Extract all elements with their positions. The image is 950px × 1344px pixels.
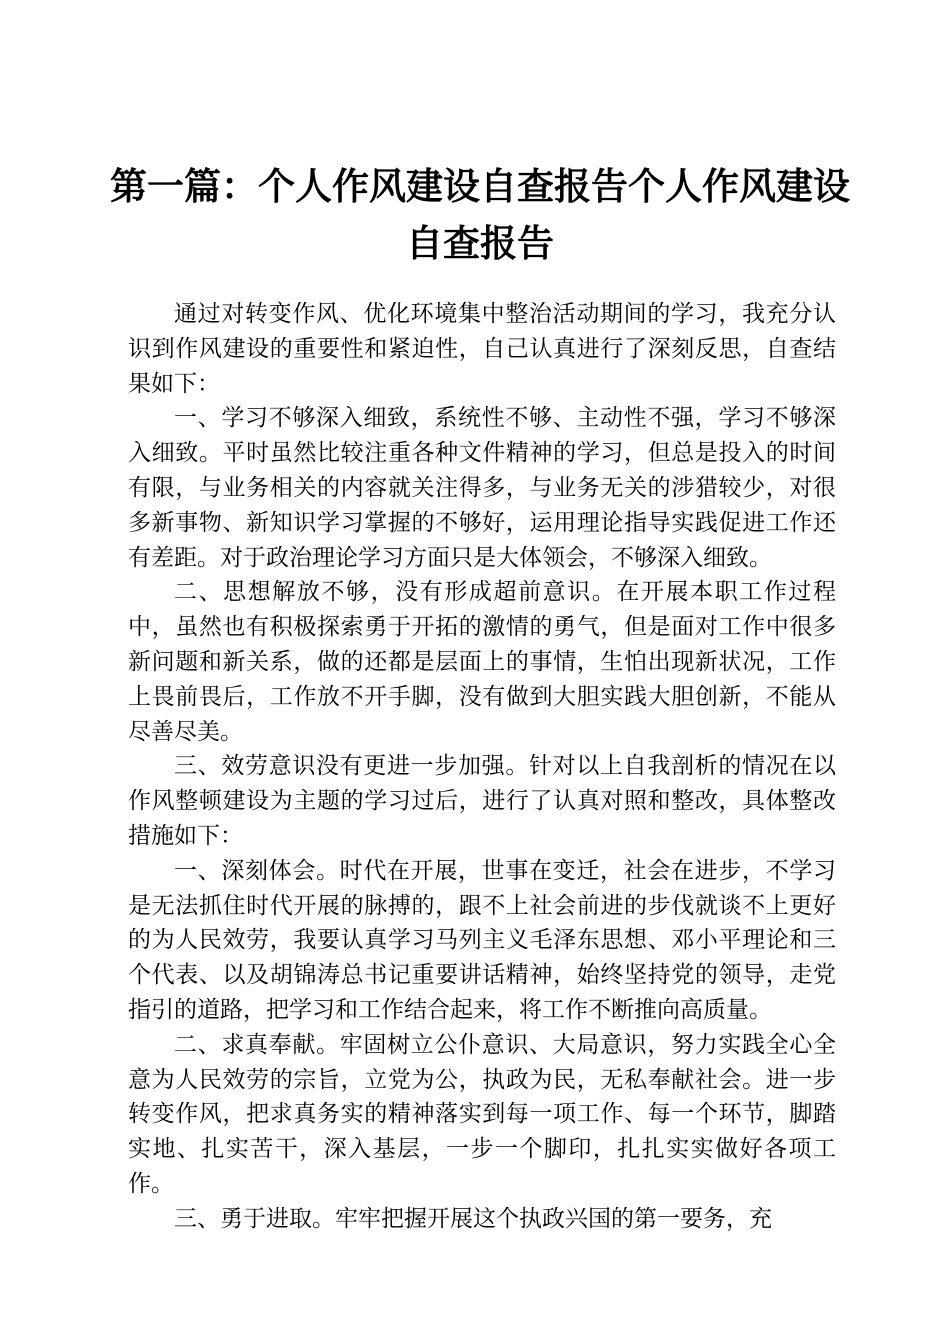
document-title: 第一篇：个人作风建设自查报告个人作风建设自查报告	[110, 164, 850, 265]
paragraph-intro: 通过对转变作风、优化环境集中整治活动期间的学习，我充分认识到作风建设的重要性和紧迫性，自己认真进行了深刻反思，自查结果如下：	[128, 301, 836, 397]
document-body	[128, 297, 836, 1237]
paragraph-measure-3: 三、勇于进取。牢牢把握开展这个执政兴国的第一要务，充	[174, 1205, 772, 1232]
paragraph-measure-1: 一、深刻体会。时代在开展，世事在变迁，社会在进步，不学习是无法抓住时代开展的脉搏的，跟不上社会前进的步伐就谈不上更好的为人民效劳，我要认真学习马列主义毛泽东思想、邓小平理论和三个代表、以及胡锦涛总书记重要讲话精神，始终坚持党的领导，走党指引的道路，把学习和工作结合起来，将工作不断推向高质量。	[128, 857, 836, 1023]
paragraph-issue-1: 一、学习不够深入细致，系统性不够、主动性不强，学习不够深入细致。平时虽然比较注重各种文件精神的学习，但总是投入的时间有限，与业务相关的内容就关注得多，与业务无关的涉猎较少，对很多新事物、新知识学习掌握的不够好，运用理论指导实践促进工作还有差距。对于政治理论学习方面只是大体领会，不够深入细致。	[128, 405, 836, 571]
paragraph-issue-2: 二、思想解放不够，没有形成超前意识。在开展本职工作过程中，虽然也有积极探索勇于开拓的激情的勇气，但是面对工作中很多新问题和新关系，做的还都是层面上的事情，生怕出现新状况，工作上畏前畏后，工作放不开手脚，没有做到大胆实践大胆创新，不能从尽善尽美。	[128, 579, 836, 745]
paragraph-issue-3: 三、效劳意识没有更进一步加强。针对以上自我剖析的情况在以作风整顿建设为主题的学习过后，进行了认真对照和整改，具体整改措施如下：	[128, 753, 836, 849]
paragraph-measure-2: 二、求真奉献。牢固树立公仆意识、大局意识，努力实践全心全意为人民效劳的宗旨，立党为公，执政为民，无私奉献社会。进一步转变作风，把求真务实的精神落实到每一项工作、每一个环节，脚踏实地、扎实苦干，深入基层，一步一个脚印，扎扎实实做好各项工作。	[128, 1031, 836, 1197]
